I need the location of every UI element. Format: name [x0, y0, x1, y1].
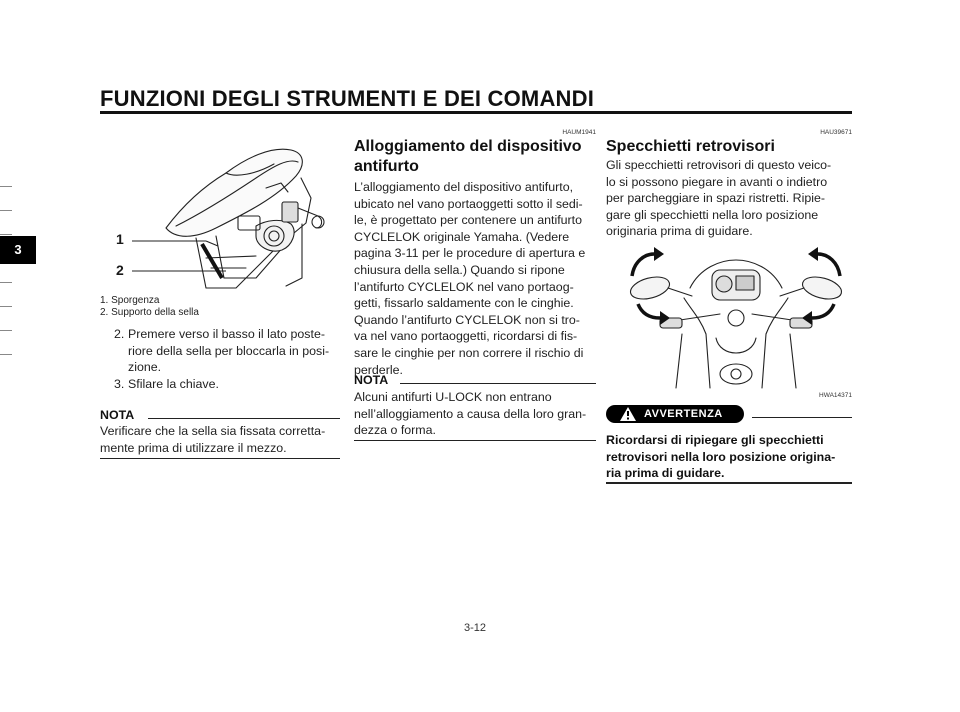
step-line: riore della sella per bloccarla in posi-	[128, 343, 330, 358]
body-line: pagina 3-11 per le procedure di apertura e	[354, 246, 586, 261]
body-line: Gli specchietti retrovisori di questo veico-	[606, 158, 832, 172]
step-line: Premere verso il basso il lato poste-	[128, 327, 325, 341]
nota-label: NOTA	[354, 373, 389, 387]
section-code: HAU39671	[820, 129, 852, 136]
body-line: CYCLELOK originale Yamaha. (Vedere	[354, 229, 570, 244]
warning-label: AVVERTENZA	[644, 408, 723, 420]
heading-line: Alloggiamento del dispositivo	[354, 138, 582, 155]
body-line: gare gli specchietti nella loro posizione	[606, 207, 819, 222]
page-title: FUNZIONI DEGLI STRUMENTI E DEI COMANDI	[100, 86, 595, 111]
section-body	[606, 157, 852, 240]
figure-label-1: 1	[116, 231, 124, 247]
figure-caption-2: 2. Supporto della sella	[100, 307, 199, 318]
nota-line: Alcuni antifurti U-LOCK non entrano	[354, 390, 552, 404]
chapter-marks	[0, 186, 12, 366]
nota-line: dezza o forma.	[354, 423, 436, 438]
title-rule	[100, 111, 852, 114]
mirrors-illustration	[620, 238, 852, 398]
body-line: chiusura della sella.) Quando si ripone	[354, 262, 565, 277]
step-item	[100, 326, 340, 376]
figure-label-2: 2	[116, 262, 124, 278]
heading-line: antifurto	[354, 158, 419, 175]
step-list	[100, 326, 340, 392]
nota-text	[100, 423, 340, 456]
nota-line: nell’alloggiamento a causa della loro gran-	[354, 406, 587, 421]
section-heading: Specchietti retrovisori	[606, 138, 775, 155]
step-number: 3.	[114, 376, 125, 391]
body-line: sare le cinghie per non correre il rischio di	[354, 345, 584, 360]
warning-text	[606, 432, 852, 482]
warning-rule	[752, 417, 852, 418]
body-line: le, è progettato per contenere un antifurto	[354, 213, 583, 228]
body-line: per parcheggiare in spazi ristretti. Ripie-	[606, 191, 825, 206]
section-heading	[354, 137, 596, 177]
nota-rule	[148, 418, 340, 419]
step-number: 2.	[114, 327, 125, 341]
nota-end-rule	[100, 458, 340, 459]
nota-end-rule	[354, 440, 596, 441]
body-line: l’antifurto CYCLELOK nel vano portaog-	[354, 279, 574, 294]
nota-text	[354, 389, 596, 439]
body-line: lo si possono piegare in avanti o indietro	[606, 174, 828, 189]
body-line: L’alloggiamento del dispositivo antifurto,	[354, 180, 574, 194]
warning-line: ria prima di guidare.	[606, 466, 725, 481]
body-line: getti, fissarlo saldamente con le cinghie.	[354, 296, 574, 311]
step-line: zione.	[128, 360, 162, 375]
page-number: 3-12	[464, 622, 487, 634]
warning-badge	[606, 405, 744, 423]
warning-header	[606, 404, 852, 426]
warning-line: retrovisori nella loro posizione origina-	[606, 449, 836, 464]
step-line: Sfilare la chiave.	[128, 376, 219, 391]
nota-rule	[400, 383, 596, 384]
body-line: originaria prima di guidare.	[606, 224, 753, 239]
body-line: perderle.	[354, 362, 403, 377]
body-line: ubicato nel vano portaoggetti sotto il sedi-	[354, 196, 583, 211]
warning-triangle-icon	[620, 407, 636, 421]
figure-caption-1: 1. Sporgenza	[100, 295, 160, 306]
warning-code: HWA14371	[819, 392, 852, 399]
nota-line: mente prima di utilizzare il mezzo.	[100, 440, 287, 455]
step-item	[100, 376, 340, 393]
body-line: va nel vano portaoggetti, ricordarsi di fis-	[354, 329, 578, 344]
nota-label: NOTA	[100, 408, 135, 422]
chapter-tab: 3	[0, 236, 36, 264]
nota-line: Verificare che la sella sia fissata corretta-	[100, 424, 326, 438]
section-body	[354, 179, 596, 378]
warning-end-rule	[606, 482, 852, 484]
section-code: HAUM1941	[562, 129, 596, 136]
seat-illustration	[106, 128, 334, 296]
body-line: Quando l’antifurto CYCLELOK non si tro-	[354, 312, 580, 327]
warning-line: Ricordarsi di ripiegare gli specchietti	[606, 433, 824, 447]
